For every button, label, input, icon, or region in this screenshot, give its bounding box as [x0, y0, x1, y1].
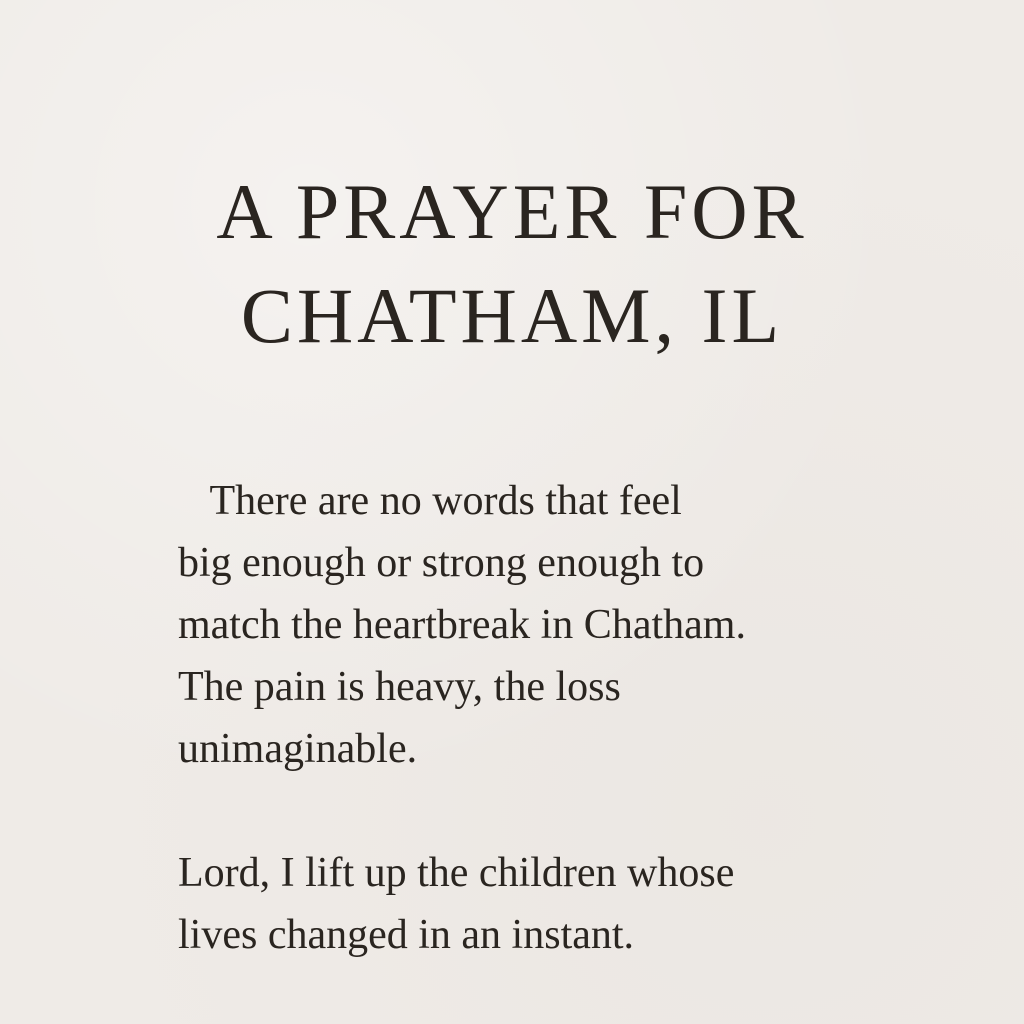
paragraph-2: Lord, I lift up the children whose lives changed in an instant.	[178, 850, 735, 958]
prayer-body	[178, 470, 878, 966]
title-line-1: A PRAYER FOR	[216, 168, 808, 255]
paragraph-1: There are no words that feel big enough or strong enough to match the heartbreak in Chatham. The pain is heavy, the loss unimaginable.	[178, 478, 746, 772]
title-line-2: CHATHAM, IL	[240, 271, 784, 359]
page-title	[0, 160, 1024, 367]
